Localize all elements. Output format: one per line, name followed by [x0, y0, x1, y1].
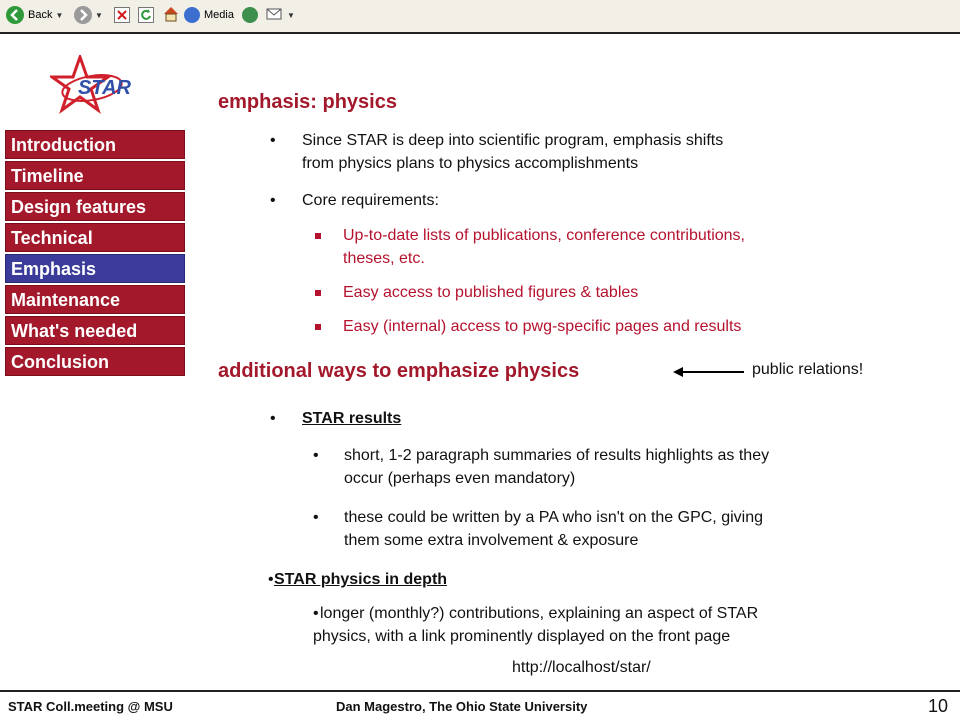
sidebar-item-technical[interactable]: Technical — [5, 223, 185, 252]
bullet-text: occur (perhaps even mandatory) — [344, 470, 576, 487]
forward-button[interactable] — [74, 5, 103, 25]
bullet-dot-icon: • — [270, 410, 276, 427]
public-relations-note: public relations! — [752, 361, 864, 378]
bullet-item — [313, 444, 923, 490]
sidebar-nav — [5, 130, 185, 378]
square-bullet-icon — [315, 324, 321, 330]
media-label: Media — [204, 9, 234, 21]
home-icon — [162, 5, 180, 26]
stop-button[interactable] — [114, 5, 130, 25]
page-number: 10 — [928, 696, 949, 716]
back-dropdown-icon[interactable]: ▼ — [55, 10, 64, 20]
bullet-item — [270, 129, 880, 175]
forward-dropdown-icon[interactable]: ▼ — [95, 10, 103, 20]
site-url-link[interactable]: http://localhost/star/ — [512, 659, 651, 676]
bullet-text: these could be written by a PA who isn't on the GPC, giving — [344, 509, 763, 526]
square-bullet-icon — [315, 233, 321, 239]
bullet-text: longer (monthly?) contributions, explaining an aspect of STAR — [320, 605, 759, 622]
bullet-text: physics, with a link prominently displayed on the front page — [313, 628, 731, 645]
sub-bullet-text: theses, etc. — [343, 250, 425, 267]
back-label: Back — [28, 9, 53, 21]
section-heading-additional: additional ways to emphasize physics — [218, 360, 580, 382]
bullet-dot-icon: • — [270, 132, 276, 149]
forward-arrow-icon — [74, 6, 92, 24]
sidebar-item-emphasis[interactable]: Emphasis — [5, 254, 185, 283]
logo-text: STAR — [78, 77, 131, 99]
mail-dropdown-icon[interactable]: ▼ — [287, 10, 295, 20]
bullet-text: Core requirements: — [302, 192, 439, 209]
footer-author: Dan Magestro, The Ohio State University — [336, 699, 588, 714]
media-icon — [184, 7, 200, 23]
history-button[interactable] — [242, 5, 258, 25]
sub-bullet-item — [315, 281, 895, 304]
bullet-dot-icon: • — [313, 605, 319, 622]
sub-bullet-item — [315, 224, 895, 270]
sub-bullet-item — [315, 315, 895, 338]
bullet-text: Since STAR is deep into scientific program, emphasis shifts — [302, 132, 724, 149]
star-physics-in-depth-link[interactable]: STAR physics in depth — [274, 571, 448, 588]
star-results-link[interactable]: STAR results — [302, 410, 402, 427]
sidebar-item-whats-needed[interactable]: What's needed — [5, 316, 185, 345]
mail-button[interactable] — [266, 5, 295, 25]
refresh-icon — [138, 7, 154, 23]
mail-icon — [266, 6, 284, 25]
bullet-dot-icon: • — [313, 447, 319, 464]
square-bullet-icon — [315, 290, 321, 296]
sidebar-item-introduction[interactable]: Introduction — [5, 130, 185, 159]
bullet-item — [268, 568, 878, 591]
left-arrow-icon — [672, 362, 746, 382]
star-logo — [50, 55, 132, 117]
sidebar-item-design-features[interactable]: Design features — [5, 192, 185, 221]
section-heading-emphasis: emphasis: physics — [218, 91, 397, 113]
sub-bullet-text: Easy access to published figures & tables — [343, 284, 639, 301]
back-arrow-icon — [6, 6, 24, 24]
refresh-button[interactable] — [138, 5, 154, 25]
sub-bullet-text: Up-to-date lists of publications, conference contributions, — [343, 227, 745, 244]
browser-toolbar — [0, 0, 960, 34]
bullet-item — [313, 506, 923, 552]
sidebar-item-timeline[interactable]: Timeline — [5, 161, 185, 190]
bullet-item — [313, 602, 933, 648]
media-button[interactable] — [184, 5, 234, 25]
bullet-dot-icon: • — [270, 192, 276, 209]
footer-divider — [0, 690, 960, 692]
home-button[interactable] — [162, 5, 180, 25]
bullet-text: them some extra involvement & exposure — [344, 532, 639, 549]
footer-meeting: STAR Coll.meeting @ MSU — [8, 699, 173, 714]
bullet-dot-icon: • — [313, 509, 319, 526]
bullet-item — [270, 407, 880, 430]
sub-bullet-text: Easy (internal) access to pwg-specific pages and results — [343, 318, 742, 335]
history-icon — [242, 7, 258, 23]
stop-icon — [114, 7, 130, 23]
back-button[interactable] — [6, 5, 63, 25]
sidebar-item-maintenance[interactable]: Maintenance — [5, 285, 185, 314]
bullet-item — [270, 189, 880, 212]
bullet-dot-icon: • — [268, 571, 274, 588]
bullet-text: from physics plans to physics accomplishments — [302, 155, 639, 172]
sidebar-item-conclusion[interactable]: Conclusion — [5, 347, 185, 376]
bullet-text: short, 1-2 paragraph summaries of results highlights as they — [344, 447, 770, 464]
